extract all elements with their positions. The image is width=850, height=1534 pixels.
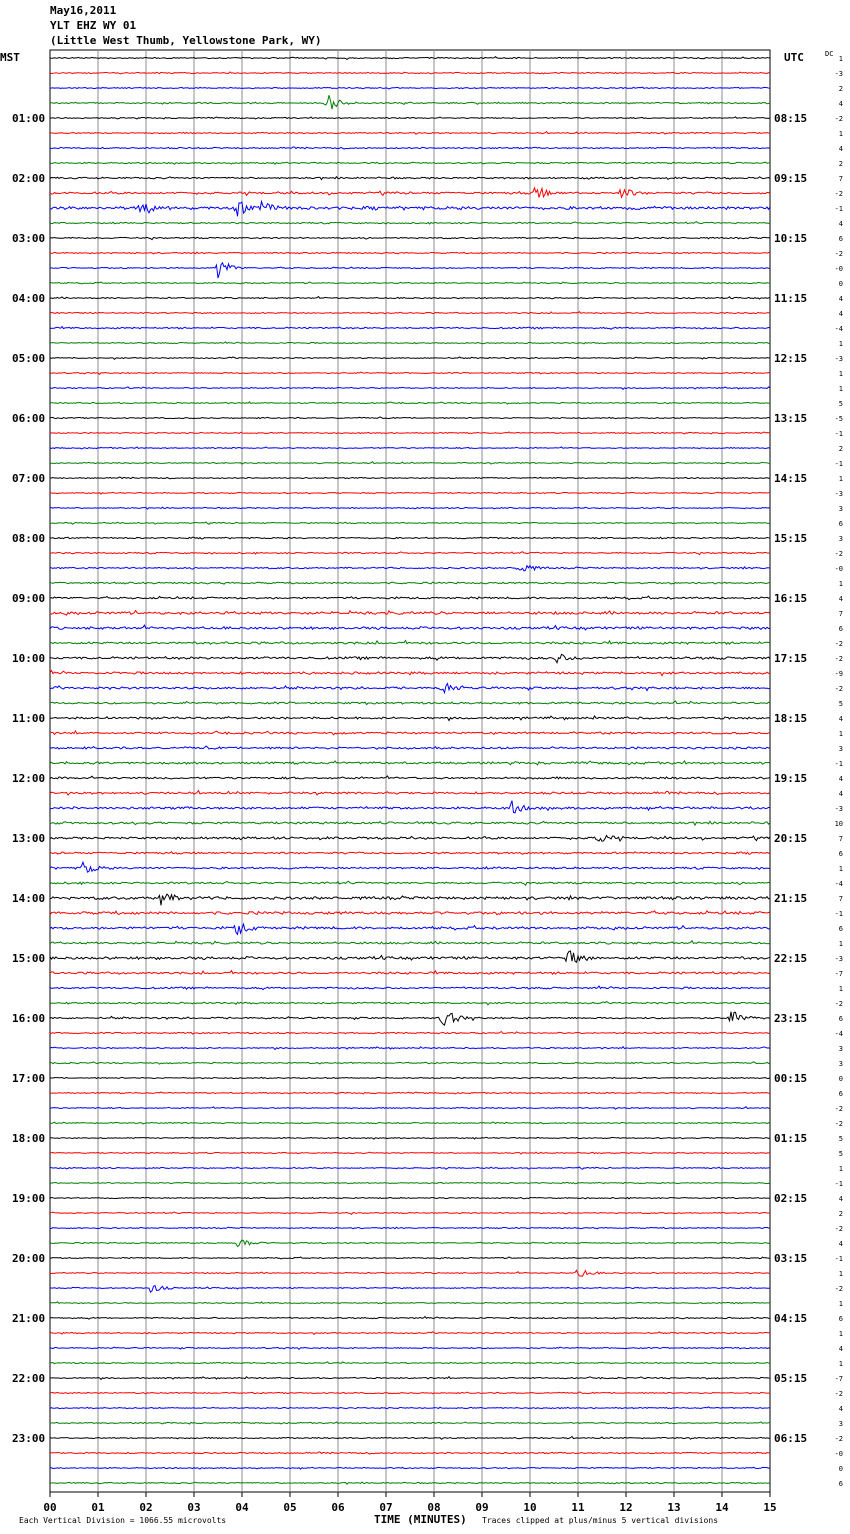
dc-offset-value: 4 [838,595,843,603]
dc-offset-value: 1 [838,385,843,393]
right-time-label: 16:15 [774,592,808,605]
left-time-label: 18:00 [12,1132,46,1145]
dc-offset-value: -7 [834,1375,843,1383]
left-time-label: 08:00 [12,532,46,545]
dc-offset-value: 3 [838,535,843,543]
left-time-label: 07:00 [12,472,46,485]
trace-line [50,492,770,494]
trace-line [50,1062,770,1064]
x-tick-label: 04 [235,1501,249,1514]
trace-line [50,1377,770,1380]
plot-grid [50,50,770,1492]
left-time-label: 14:00 [12,892,46,905]
trace-line [50,684,770,693]
dc-offset-value: 1 [838,580,843,588]
dc-offset-value: -3 [834,355,843,363]
trace-line [50,188,770,198]
dc-offset-value: -3 [834,490,843,498]
right-time-label: 02:15 [774,1192,808,1205]
trace-line [50,87,770,89]
trace-line [50,357,770,359]
trace-line [50,1077,770,1078]
dc-offset-value: -9 [834,670,843,678]
dc-offset-value: 7 [838,175,843,183]
dc-offset-value: 1 [838,55,843,63]
trace-line [50,1002,770,1005]
right-time-label: 22:15 [774,952,808,965]
location-label: (Little West Thumb, Yellowstone Park, WY) [50,34,322,47]
dc-offset-value: 1 [838,1360,843,1368]
trace-line [50,671,770,676]
trace-line [50,57,770,60]
dc-offset-value: 2 [838,445,843,453]
dc-offset-value: -2 [834,190,843,198]
left-time-label: 17:00 [12,1072,46,1085]
plot-date: May16,2011 [50,4,117,17]
dc-offset-value: 5 [838,1150,843,1158]
right-time-label: 21:15 [774,892,808,905]
trace-line [50,177,770,180]
dc-offset-value: -2 [834,115,843,123]
dc-offset-value: -2 [834,1225,843,1233]
dc-offset-value: -4 [834,325,843,333]
trace-line [50,1302,770,1304]
trace-line [50,1270,770,1276]
dc-offset-value: 6 [838,1480,843,1488]
dc-offset-value: 0 [838,1075,843,1083]
dc-offset-value: -0 [834,565,843,573]
x-tick-label: 13 [667,1501,681,1514]
dc-offset-value: 4 [838,145,843,153]
x-tick-label: 03 [187,1501,201,1514]
left-time-label: 04:00 [12,292,46,305]
axis-labels [12,55,843,1514]
trace-line [50,522,770,524]
trace-line [50,610,770,615]
dc-offset-value: 1 [838,985,843,993]
trace-line [50,1332,770,1335]
trace-line [50,1347,770,1349]
trace-line [50,1047,770,1050]
dc-offset-value: 0 [838,280,843,288]
dc-offset-value: 6 [838,1315,843,1323]
dc-offset-value: 4 [838,1195,843,1203]
dc-offset-value: -1 [834,205,843,213]
left-time-label: 10:00 [12,652,46,665]
trace-line [50,821,770,825]
trace-line [50,1422,770,1424]
dc-offset-value: -3 [834,70,843,78]
trace-line [50,537,770,539]
trace-line [50,761,770,765]
dc-offset-value: -1 [834,1255,843,1263]
dc-offset-value: 4 [838,775,843,783]
trace-line [50,1197,770,1198]
dc-offset-value: 2 [838,85,843,93]
dc-offset-value: 3 [838,1060,843,1068]
dc-offset-value: -2 [834,1390,843,1398]
dc-offset-value: -2 [834,685,843,693]
dc-offset-value: 1 [838,475,843,483]
dc-offset-value: 6 [838,925,843,933]
trace-line [50,924,770,934]
dc-offset-value: 0 [838,1465,843,1473]
trace-line [50,447,770,449]
trace-line [50,117,770,119]
dc-offset-value: 1 [838,940,843,948]
dc-offset-value: 4 [838,100,843,108]
trace-line [50,1286,770,1293]
x-tick-label: 11 [571,1501,585,1514]
dc-offset-value: 2 [838,160,843,168]
dc-offset-value: -2 [834,1105,843,1113]
trace-line [50,342,770,344]
trace-line [50,1152,770,1154]
left-time-label: 20:00 [12,1252,46,1265]
dc-offset-value: 3 [838,1420,843,1428]
trace-line [50,654,770,662]
trace-line [50,462,770,464]
dc-offset-value: 4 [838,1405,843,1413]
x-tick-label: 14 [715,1501,729,1514]
dc-offset-value: -2 [834,250,843,258]
trace-line [50,312,770,314]
left-time-label: 19:00 [12,1192,46,1205]
dc-offset-value: 4 [838,1345,843,1353]
trace-line [50,582,770,584]
dc-offset-value: 5 [838,1135,843,1143]
trace-line [50,776,770,779]
right-time-label: 11:15 [774,292,808,305]
trace-line [50,507,770,509]
trace-line [50,791,770,796]
dc-offset-value: 5 [838,700,843,708]
right-time-label: 12:15 [774,352,808,365]
dc-offset-value: 1 [838,730,843,738]
dc-offset-value: 6 [838,850,843,858]
dc-offset-value: 4 [838,220,843,228]
right-time-label: 13:15 [774,412,808,425]
dc-offset-value: 1 [838,1330,843,1338]
left-time-label: 01:00 [12,112,46,125]
trace-line [50,1122,770,1124]
trace-line [50,72,770,74]
seismic-traces [50,57,770,1484]
dc-offset-value: -2 [834,1120,843,1128]
dc-offset-value: 6 [838,520,843,528]
trace-line [50,1467,770,1469]
dc-offset-value: -4 [834,1030,843,1038]
trace-line [50,746,770,749]
trace-line [50,1212,770,1214]
right-time-label: 00:15 [774,1072,808,1085]
trace-line [50,986,770,990]
x-tick-label: 05 [283,1501,297,1514]
left-time-label: 23:00 [12,1432,46,1445]
trace-line [50,1167,770,1169]
dc-offset-value: 7 [838,895,843,903]
trace-line [50,327,770,330]
dc-offset-value: 4 [838,310,843,318]
dc-offset-value: -1 [834,910,843,918]
x-tick-label: 15 [763,1501,777,1514]
dc-offset-value: -0 [834,265,843,273]
right-time-label: 19:15 [774,772,808,785]
dc-offset-value: 6 [838,235,843,243]
dc-offset-value: -2 [834,1285,843,1293]
trace-line [50,701,770,705]
right-time-label: 01:15 [774,1132,808,1145]
dc-offset-value: -2 [834,655,843,663]
dc-offset-value: 4 [838,1240,843,1248]
trace-line [50,1317,770,1320]
trace-line [50,852,770,855]
dc-offset-value: 3 [838,745,843,753]
left-time-label: 15:00 [12,952,46,965]
trace-line [50,222,770,224]
left-time-label: 09:00 [12,592,46,605]
trace-line [50,372,770,374]
station-label: YLT EHZ WY 01 [50,19,137,32]
dc-offset-value: 1 [838,370,843,378]
left-time-label: 03:00 [12,232,46,245]
x-axis-title: TIME (MINUTES) [374,1513,467,1526]
trace-line [50,1407,770,1409]
right-time-label: 08:15 [774,112,808,125]
dc-offset-value: 6 [838,625,843,633]
x-tick-label: 06 [331,1501,345,1514]
trace-line [50,252,770,254]
right-time-label: 05:15 [774,1372,808,1385]
trace-line [50,941,770,944]
left-time-label: 06:00 [12,412,46,425]
trace-line [50,911,770,915]
trace-line [50,731,770,735]
x-tick-label: 09 [475,1501,489,1514]
trace-line [50,625,770,630]
trace-line [50,894,770,905]
trace-line [50,1182,770,1183]
dc-offset-value: -4 [834,880,843,888]
left-time-label: 05:00 [12,352,46,365]
dc-offset-value: 7 [838,835,843,843]
left-timezone-label: MST [0,51,20,64]
dc-offset-value: -1 [834,430,843,438]
trace-line [50,552,770,555]
dc-offset-value: 1 [838,1165,843,1173]
dc-offset-value: -0 [834,1450,843,1458]
x-tick-label: 02 [139,1501,153,1514]
trace-line [50,596,770,600]
trace-line [50,1227,770,1229]
plot-frame [50,50,770,1492]
trace-line [50,432,770,434]
x-tick-label: 01 [91,1501,105,1514]
trace-line [50,1137,770,1139]
clip-note: Traces clipped at plus/minus 5 vertical divisions [482,1516,719,1525]
x-tick-label: 07 [379,1501,393,1514]
right-time-label: 14:15 [774,472,808,485]
trace-line [50,640,770,644]
dc-offset-value: 4 [838,790,843,798]
right-time-label: 09:15 [774,172,808,185]
trace-line [50,881,770,885]
trace-line [50,1107,770,1109]
dc-offset-value: -3 [834,955,843,963]
x-tick-label: 08 [427,1501,441,1514]
right-time-label: 17:15 [774,652,808,665]
left-time-label: 16:00 [12,1012,46,1025]
dc-offset-value: 3 [838,1045,843,1053]
trace-line [50,801,770,813]
right-time-label: 20:15 [774,832,808,845]
trace-line [50,297,770,299]
dc-offset-value: 6 [838,1090,843,1098]
dc-header-label: DC [825,50,834,58]
right-time-label: 06:15 [774,1432,808,1445]
trace-line [50,835,770,841]
trace-line [50,402,770,404]
trace-line [50,566,770,571]
dc-offset-value: -2 [834,640,843,648]
trace-line [50,1482,770,1484]
dc-offset-value: 5 [838,400,843,408]
left-time-label: 21:00 [12,1312,46,1325]
trace-line [50,162,770,164]
trace-line [50,132,770,135]
x-tick-label: 12 [619,1501,633,1514]
dc-offset-value: 6 [838,1015,843,1023]
scale-note: Each Vertical Division = 1066.55 microvolts [19,1516,227,1525]
x-tick-label: 10 [523,1501,537,1514]
right-time-label: 18:15 [774,712,808,725]
dc-offset-value: 1 [838,340,843,348]
dc-offset-value: -1 [834,1180,843,1188]
trace-line [50,1437,770,1440]
trace-line [50,971,770,975]
right-time-label: 10:15 [774,232,808,245]
trace-line [50,1092,770,1094]
trace-line [50,417,770,419]
dc-offset-value: 4 [838,715,843,723]
dc-offset-value: -2 [834,1435,843,1443]
left-time-label: 12:00 [12,772,46,785]
trace-line [50,263,770,278]
dc-offset-value: 10 [834,820,843,828]
dc-offset-value: -1 [834,760,843,768]
left-time-label: 02:00 [12,172,46,185]
trace-line [50,95,770,109]
dc-offset-value: -2 [834,550,843,558]
dc-offset-value: -2 [834,1000,843,1008]
dc-offset-value: -5 [834,415,843,423]
trace-line [50,1012,770,1025]
trace-line [50,862,770,872]
dc-offset-value: 1 [838,1300,843,1308]
trace-line [50,1392,770,1394]
left-time-label: 22:00 [12,1372,46,1385]
dc-offset-value: -3 [834,805,843,813]
dc-offset-value: -7 [834,970,843,978]
dc-offset-value: 1 [838,865,843,873]
trace-line [50,387,770,390]
trace-line [50,282,770,284]
trace-line [50,716,770,721]
trace-line [50,1240,770,1247]
left-time-label: 13:00 [12,832,46,845]
right-time-label: 23:15 [774,1012,808,1025]
right-timezone-label: UTC [784,51,804,64]
trace-line [50,1452,770,1454]
dc-offset-value: 7 [838,610,843,618]
dc-offset-value: 2 [838,1210,843,1218]
trace-line [50,1362,770,1364]
dc-offset-value: 4 [838,295,843,303]
x-tick-label: 00 [43,1501,57,1514]
right-time-label: 15:15 [774,532,808,545]
dc-offset-value: 1 [838,1270,843,1278]
trace-line [50,237,770,240]
trace-line [50,951,770,962]
left-time-label: 11:00 [12,712,46,725]
dc-offset-value: 3 [838,505,843,513]
trace-line [50,477,770,479]
trace-line [50,147,770,149]
right-time-label: 03:15 [774,1252,808,1265]
dc-offset-value: -1 [834,460,843,468]
trace-line [50,1257,770,1259]
right-time-label: 04:15 [774,1312,808,1325]
trace-line [50,201,770,216]
dc-offset-value: 1 [838,130,843,138]
trace-line [50,1032,770,1035]
